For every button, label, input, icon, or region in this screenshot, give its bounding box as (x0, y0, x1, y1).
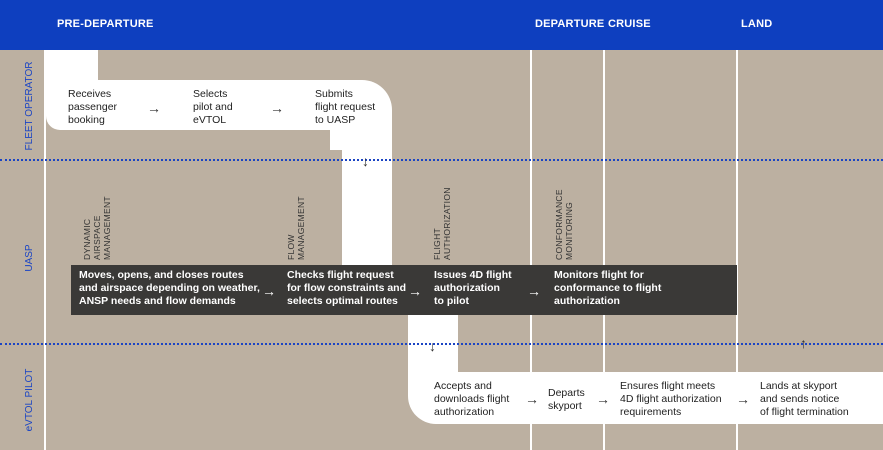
lane-label-fleet-operator: FLEET OPERATOR (24, 61, 35, 151)
arrow-right-icon: → (270, 100, 284, 116)
uasp-step-checks-request: Checks flight request for flow constraints and selects optimal routes (287, 269, 407, 307)
phase-cruise: CRUISE (608, 18, 651, 30)
uasp-step-moves-routes: Moves, opens, and closes routes and airspace depending on weather, ANSP needs and flow demands (79, 269, 260, 307)
phase-pre-departure: PRE-DEPARTURE (57, 18, 154, 30)
arrow-down-icon: ↓ (362, 153, 369, 169)
lane-separator-1 (0, 159, 883, 161)
arrow-right-icon: → (525, 391, 539, 407)
pilot-step-departs-skyport: Departs skyport (548, 387, 585, 412)
phase-departure: DEPARTURE (535, 18, 605, 30)
uasp-step-issues-authorization: Issues 4D flight authorization to pilot (434, 269, 512, 307)
lane-separator-2 (0, 343, 883, 345)
uasp-function-flight-authorization: FLIGHT AUTHORIZATION (432, 187, 452, 260)
uasp-function-dynamic-airspace: DYNAMIC AIRSPACE MANAGEMENT (82, 196, 112, 260)
uasp-step-monitors-flight: Monitors flight for conformance to flight authorization (554, 269, 662, 307)
fleet-band-entry (46, 50, 98, 80)
arrow-right-icon: → (147, 100, 161, 116)
lane-label-evtol-pilot: eVTOL PILOT (24, 368, 35, 432)
fleet-step-submits-request: Submits flight request to UASP (315, 88, 376, 126)
arrow-up-icon: ↑ (800, 335, 807, 351)
arrow-down-icon: ↓ (429, 338, 436, 354)
arrow-right-icon: → (596, 391, 610, 407)
pilot-step-ensures-requirements: Ensures flight meets 4D flight authorization requirements (620, 380, 722, 418)
arrow-right-icon: → (527, 283, 541, 299)
pilot-step-lands-skyport: Lands at skyport and sends notice of flight termination (760, 380, 849, 418)
uasp-function-flow-management: FLOW MANAGEMENT (286, 196, 306, 260)
arrow-right-icon: → (736, 391, 750, 407)
phase-land: LAND (741, 18, 773, 30)
lane-label-uasp: UASP (24, 244, 35, 272)
arrow-right-icon: → (408, 283, 422, 299)
pilot-step-accepts-authorization: Accepts and downloads flight authorization (434, 380, 510, 418)
fleet-step-receives-booking: Receives passenger booking (68, 88, 118, 126)
fleet-step-selects-pilot: Selects pilot and eVTOL (193, 88, 233, 126)
arrow-right-icon: → (262, 283, 276, 299)
uasp-function-conformance-monitoring: CONFORMANCE MONITORING (554, 189, 574, 260)
